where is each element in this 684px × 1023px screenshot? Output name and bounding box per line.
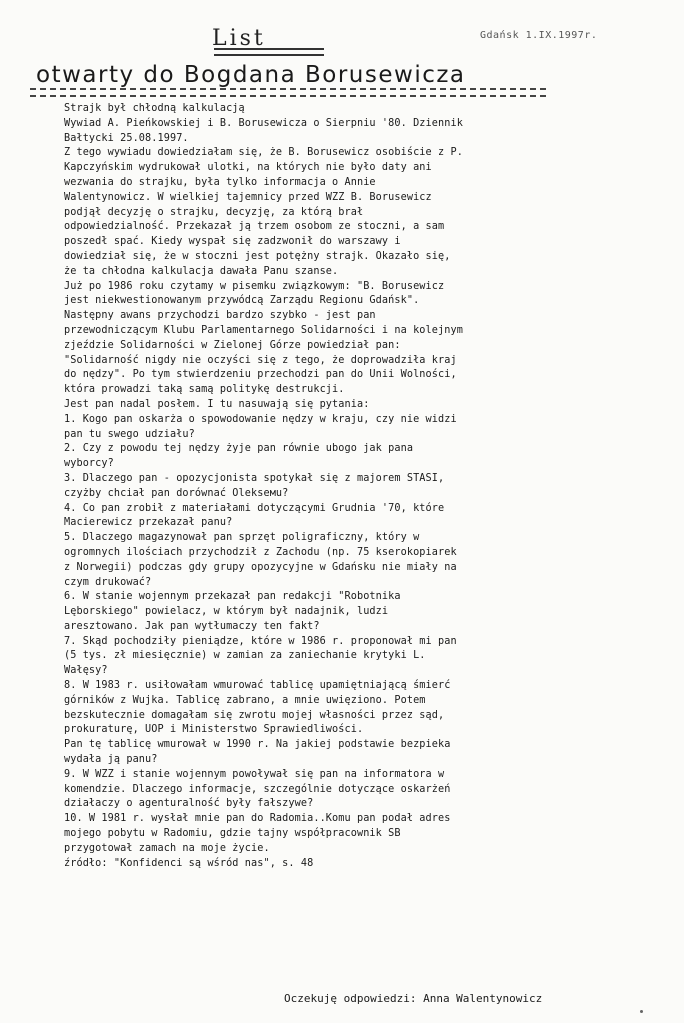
- body-line: czyżby chciał pan dorównać Olekseмu?: [64, 487, 289, 499]
- letter-body: [64, 102, 664, 871]
- body-line: mojego pobytu w Radomiu, gdzie tajny współpracownik SB: [64, 828, 401, 840]
- body-line: przygotował zamach na moje życie.: [64, 842, 270, 854]
- body-line: przewodniczącym Klubu Parlamentarnego Solidarności i na kolejnym: [64, 324, 463, 336]
- body-line: 7. Skąd pochodziły pieniądze, które w 1986 r. proponował mi pan: [64, 635, 457, 647]
- signature-line: Oczekuję odpowiedzi: Anna Walentynowicz: [284, 992, 543, 1005]
- body-line: bezskutecznie domagałam się zwrotu mojej własności przez sąd,: [64, 709, 445, 721]
- body-line: Walentynowicz. W wielkiej tajemnicy przed WZZ B. Borusewicz: [64, 191, 432, 203]
- body-line: prokuraturę, UOP i Ministerstwo Sprawiedliwości.: [64, 724, 364, 736]
- body-line: 10. W 1981 r. wysłał mnie pan do Radomia..Komu pan podał adres: [64, 813, 451, 825]
- body-line: "Solidarność nigdy nie oczyści się z tego, że doprowadziła kraj: [64, 354, 457, 366]
- body-line: Jest pan nadal posłem. I tu nasuwają się pytania:: [64, 398, 370, 410]
- body-line: wyborcy?: [64, 458, 114, 470]
- body-line: z Norwegii) podczas gdy grupy opozycyjne w Gdańsku nie miały na: [64, 561, 457, 573]
- body-line: Strajk był chłodną kalkulacją: [64, 103, 245, 114]
- body-line: 2. Czy z powodu tej nędzy żyje pan równie ubogo jak pana: [64, 443, 414, 455]
- body-line: 4. Co pan zrobił z materiałami dotyczącymi Grudnia '70, które: [64, 502, 445, 514]
- body-line: Lęborskiego" powielacz, w którym był nadajnik, ludzi: [64, 606, 389, 618]
- body-line: 3. Dlaczego pan - opozycjonista spotykał się z majorem STASI,: [64, 472, 445, 484]
- body-line: jest niekwestionowanym przywódcą Zarządu Regionu Gdańsk".: [64, 295, 420, 307]
- body-line: Wywiad A. Pieńkowskiej i B. Borusewicza o Sierpniu '80. Dziennik: [64, 117, 463, 129]
- body-line: że ta chłodna kalkulacja dawała Panu szanse.: [64, 265, 339, 277]
- body-line: 8. W 1983 r. usiłowałam wmurować tablicę upamiętniającą śmierć: [64, 680, 451, 692]
- letter-heading: List: [212, 26, 266, 51]
- body-line: podjął decyzję o strajku, decyzję, za którą brał: [64, 206, 364, 218]
- letter-title: otwarty do Bogdana Borusewicza: [36, 62, 466, 88]
- body-line: 6. W stanie wojennym przekazał pan redakcji "Robotnika: [64, 591, 401, 603]
- body-line: działaczy o agenturalność były fałszywe?: [64, 798, 314, 810]
- body-line: która prowadzi taką samą politykę destrukcji.: [64, 384, 345, 396]
- body-line: (5 tys. zł miesięcznie) w zamian za zaniechanie krytyki L.: [64, 650, 426, 662]
- body-line: 9. W WZZ i stanie wojennym powoływał się pan na informatora w: [64, 768, 445, 780]
- body-line: dowiedział się, że w stoczni jest potężny strajk. Okazało się,: [64, 250, 451, 262]
- body-line: 1. Kogo pan oskarża o spowodowanie nędzy w kraju, czy nie widzi: [64, 413, 457, 425]
- body-line: aresztowano. Jak pan wytłumaczy ten fakt?: [64, 620, 320, 632]
- body-line: komendzie. Dlaczego informacje, szczególnie dotyczące oskarżeń: [64, 783, 451, 795]
- heading-underline: [214, 48, 324, 56]
- scan-speck: [640, 1010, 643, 1013]
- body-line: Już po 1986 roku czytamy w pisemku związkowym: "B. Borusewicz: [64, 280, 445, 292]
- letter-date: Gdańsk 1.IX.1997r.: [480, 30, 598, 41]
- body-line: Z tego wywiadu dowiedziałam się, że B. Borusewicz osobiście z P.: [64, 147, 463, 159]
- body-line: Wałęsy?: [64, 665, 108, 677]
- body-line: ogromnych ilościach przychodził z Zachodu (np. 75 kserokopiarek: [64, 546, 457, 558]
- body-line: wydała ją panu?: [64, 754, 158, 766]
- body-line: wezwania do strajku, była tylko informacja o Annie: [64, 176, 376, 188]
- body-line: źródło: "Konfidenci są wśród nas", s. 48: [64, 857, 314, 869]
- body-line: poszedł spać. Kiedy wyspał się zadzwonił do warszawy i: [64, 236, 401, 248]
- body-line: Macierewicz przekazał panu?: [64, 517, 233, 529]
- body-line: do nędzy". Po tym stwierdzeniu przechodzi pan do Unii Wolności,: [64, 369, 457, 381]
- body-line: czym drukować?: [64, 576, 152, 588]
- body-line: zjeździe Solidarności w Zielonej Górze powiedział pan:: [64, 339, 401, 351]
- body-line: odpowiedzialność. Przekazał ją trzem osobom ze stoczni, a sam: [64, 221, 445, 233]
- body-line: górników z Wujka. Tablicę zabrano, a mnie uwięziono. Potem: [64, 694, 426, 706]
- body-line: Bałtycki 25.08.1997.: [64, 132, 189, 144]
- body-line: pan tu swego udziału?: [64, 428, 195, 440]
- title-underline: [30, 88, 546, 97]
- body-line: 5. Dlaczego magazynował pan sprzęt poligraficzny, który w: [64, 532, 420, 544]
- body-line: Pan tę tablicę wmurował w 1990 r. Na jakiej podstawie bezpieka: [64, 739, 451, 751]
- body-line: Następny awans przychodzi bardzo szybko - jest pan: [64, 310, 376, 322]
- body-line: Kapczyńskim wydrukował ulotki, na których nie było daty ani: [64, 162, 432, 174]
